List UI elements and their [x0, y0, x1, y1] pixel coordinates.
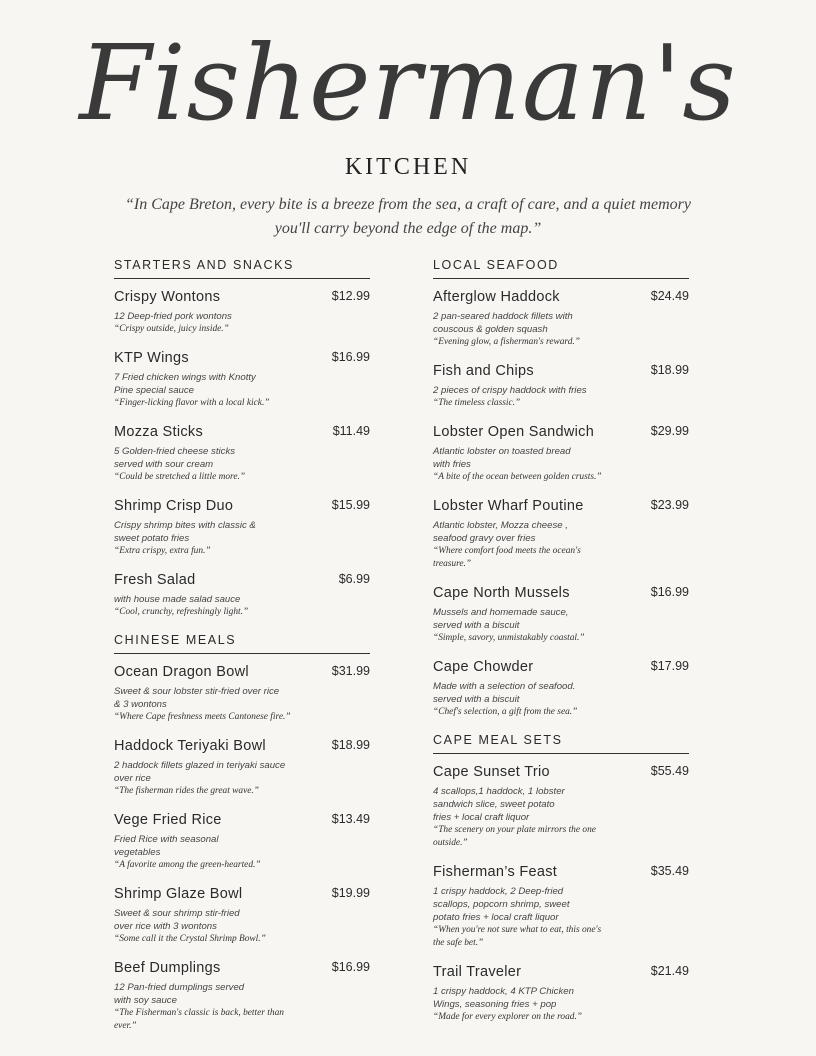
- item-description: Crispy shrimp bites with classic & sweet potato fries: [114, 520, 256, 544]
- menu-item: [114, 738, 370, 798]
- item-name: Shrimp Crisp Duo: [114, 498, 234, 514]
- restaurant-title: Fisherman's: [79, 22, 737, 144]
- item-price: $35.49: [650, 864, 689, 878]
- item-description: Made with a selection of seafood. served with a biscuit: [433, 681, 576, 705]
- item-quote: “Where comfort food meets the ocean's treasure.”: [433, 546, 581, 569]
- item-name: Cape Sunset Trio: [433, 764, 550, 780]
- item-name: Fresh Salad: [114, 572, 196, 588]
- item-price: $29.99: [650, 424, 689, 438]
- item-description: 2 pan-seared haddock fillets with couscous & golden squash: [433, 311, 573, 335]
- menu-section: [114, 633, 370, 1033]
- menu-item: [114, 350, 370, 410]
- item-price: $12.99: [331, 289, 370, 303]
- item-description: 2 haddock fillets glazed in teriyaki sauce over rice: [114, 760, 286, 784]
- item-name: Vege Fried Rice: [114, 812, 222, 828]
- item-quote: “The Fisherman's classic is back, better than ever.”: [114, 1008, 284, 1031]
- item-name: Lobster Open Sandwich: [433, 424, 595, 440]
- item-description: Fried Rice with seasonal vegetables: [114, 834, 219, 858]
- item-price: $16.99: [331, 960, 370, 974]
- item-description: 1 crispy haddock, 2 Deep-fried scallops, popcorn shrimp, sweet potato fries + local craft liquor: [433, 886, 570, 923]
- item-quote: “A favorite among the green-hearted.”: [114, 860, 261, 870]
- item-description: Atlantic lobster, Mozza cheese , seafood gravy over fries: [433, 520, 568, 544]
- item-quote: “Finger-licking flavor with a local kick.”: [114, 398, 270, 408]
- menu-item: [114, 498, 370, 558]
- right-column: [433, 258, 689, 1038]
- item-price: $21.49: [650, 964, 689, 978]
- menu-item: [433, 289, 689, 349]
- menu-item: [433, 585, 689, 645]
- menu-item: [433, 864, 689, 950]
- item-name: Cape Chowder: [433, 659, 534, 675]
- item-price: $18.99: [650, 363, 689, 377]
- item-quote: “Made for every explorer on the road.”: [433, 1012, 583, 1022]
- item-description: 1 crispy haddock, 4 KTP Chicken Wings, seasoning fries + pop: [433, 986, 574, 1010]
- item-price: $31.99: [331, 664, 370, 678]
- item-price: $55.49: [650, 764, 689, 778]
- item-quote: “When you're not sure what to eat, this one's the safe bet.”: [433, 925, 602, 948]
- section-heading: CAPE MEAL SETS: [433, 733, 689, 754]
- menu-item: [114, 664, 370, 724]
- item-name: Mozza Sticks: [114, 424, 204, 440]
- menu-item: [114, 886, 370, 946]
- item-price: $11.49: [332, 424, 370, 438]
- menu-item: [114, 424, 370, 484]
- item-description: 12 Pan-fried dumplings served with soy sauce: [114, 982, 245, 1006]
- item-price: $24.49: [650, 289, 689, 303]
- menu-item: [114, 572, 370, 619]
- item-quote: “Some call it the Crystal Shrimp Bowl.”: [114, 934, 266, 944]
- item-quote: “Simple, savory, unmistakably coastal.”: [433, 633, 585, 643]
- item-description: with house made salad sauce: [114, 594, 241, 605]
- menu-item: [433, 659, 689, 719]
- item-quote: “The scenery on your plate mirrors the one outside.”: [433, 825, 596, 848]
- item-description: Sweet & sour lobster stir-fried over rice & 3 wontons: [114, 686, 280, 710]
- item-quote: “The timeless classic.”: [433, 398, 521, 408]
- section-heading: STARTERS AND SNACKS: [114, 258, 370, 279]
- item-name: Cape North Mussels: [433, 585, 570, 601]
- item-name: Ocean Dragon Bowl: [114, 664, 249, 680]
- item-price: $23.99: [650, 498, 689, 512]
- item-name: KTP Wings: [114, 350, 189, 366]
- item-price: $16.99: [331, 350, 370, 364]
- section-heading: CHINESE MEALS: [114, 633, 370, 654]
- item-description: 12 Deep-fried pork wontons: [114, 311, 232, 322]
- item-quote: “Cool, crunchy, refreshingly light.”: [114, 607, 249, 617]
- left-column: [114, 258, 370, 1047]
- item-description: 7 Fried chicken wings with Knotty Pine special sauce: [114, 372, 256, 396]
- item-quote: “The fisherman rides the great wave.”: [114, 786, 259, 796]
- item-name: Fish and Chips: [433, 363, 534, 379]
- menu-section: [433, 258, 689, 719]
- item-quote: “Extra crispy, extra fun.”: [114, 546, 211, 556]
- tagline-quote: “In Cape Breton, every bite is a breeze from the sea, a craft of care, and a quiet memory you'll carry beyond the edge of the map.”: [125, 196, 691, 237]
- menu-item: [433, 424, 689, 484]
- item-description: 4 scallops,1 haddock, 1 lobster sandwich slice, sweet potato fries + local craft liquor: [433, 786, 565, 823]
- item-price: $18.99: [331, 738, 370, 752]
- item-price: $6.99: [338, 572, 370, 586]
- item-price: $17.99: [650, 659, 689, 673]
- item-description: Mussels and homemade sauce, served with a biscuit: [433, 607, 569, 631]
- item-description: 5 Golden-fried cheese sticks served with sour cream: [114, 446, 236, 470]
- menu-item: [433, 764, 689, 850]
- menu-section: [433, 733, 689, 1024]
- item-price: $16.99: [650, 585, 689, 599]
- menu-section: [114, 258, 370, 619]
- item-price: $15.99: [331, 498, 370, 512]
- item-name: Crispy Wontons: [114, 289, 221, 305]
- item-price: $19.99: [331, 886, 370, 900]
- item-quote: “A bite of the ocean between golden crusts.”: [433, 472, 602, 482]
- item-quote: “Crispy outside, juicy inside.”: [114, 324, 229, 334]
- item-description: 2 pieces of crispy haddock with fries: [433, 385, 587, 396]
- item-quote: “Could be stretched a little more.”: [114, 472, 246, 482]
- item-name: Afterglow Haddock: [433, 289, 560, 305]
- menu-item: [433, 498, 689, 571]
- item-description: Atlantic lobster on toasted bread with fries: [433, 446, 571, 470]
- item-quote: “Chef's selection, a gift from the sea.”: [433, 707, 578, 717]
- menu-item: [114, 289, 370, 336]
- item-description: Sweet & sour shrimp stir-fried over rice with 3 wontons: [114, 908, 240, 932]
- item-name: Haddock Teriyaki Bowl: [114, 738, 266, 754]
- item-name: Trail Traveler: [433, 964, 522, 980]
- item-name: Beef Dumplings: [114, 960, 221, 976]
- menu-item: [114, 812, 370, 872]
- menu-item: [433, 363, 689, 410]
- restaurant-subtitle: KITCHEN: [344, 154, 472, 180]
- menu-item: [114, 960, 370, 1033]
- item-price: $13.49: [331, 812, 370, 826]
- item-quote: “Where Cape freshness meets Cantonese fire.”: [114, 712, 291, 722]
- section-heading: LOCAL SEAFOOD: [433, 258, 689, 279]
- item-name: Fisherman’s Feast: [433, 864, 558, 880]
- menu-item: [433, 964, 689, 1024]
- item-name: Lobster Wharf Poutine: [433, 498, 584, 514]
- item-name: Shrimp Glaze Bowl: [114, 886, 243, 902]
- item-quote: “Evening glow, a fisherman's reward.”: [433, 337, 580, 347]
